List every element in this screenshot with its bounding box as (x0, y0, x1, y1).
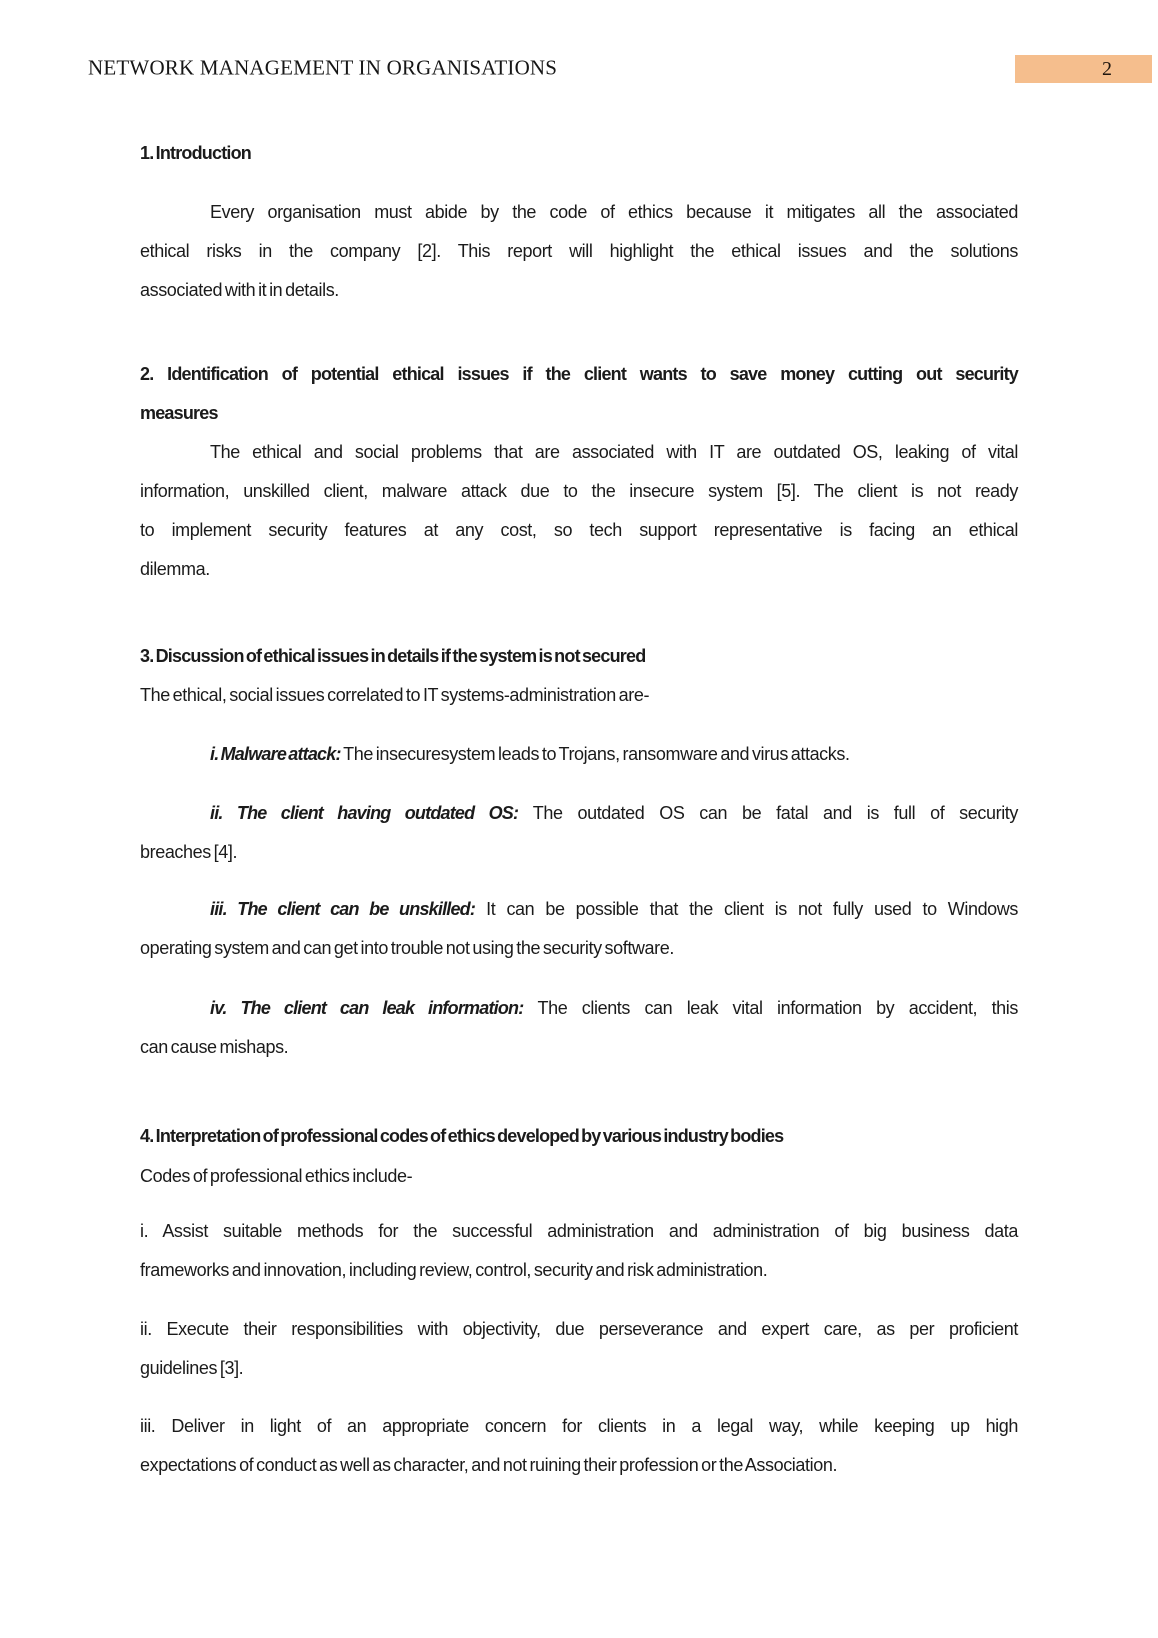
text-line: Every organisation must abide by the code of ethics because it mitigates all the associated (210, 202, 1018, 222)
section-4-heading (140, 1117, 1018, 1156)
running-head-title: NETWORK MANAGEMENT IN ORGANISATIONS (88, 55, 558, 80)
text-line: expectations of conduct as well as character, and not ruining their profession or the Association. (140, 1455, 838, 1475)
code-item-3 (140, 1407, 1018, 1485)
text-line: associated with it in details. (140, 280, 339, 300)
text-line: iv. The client can leak information: The clients can leak vital information by accident, this (210, 998, 1018, 1018)
issue-item-2 (140, 794, 1018, 872)
text-line: The ethical, social issues correlated to IT systems-administration are- (140, 685, 650, 705)
code-item-1 (140, 1212, 1018, 1290)
issue-item-3 (140, 890, 1018, 968)
text-line: Codes of professional ethics include- (140, 1166, 413, 1186)
text-line: guidelines [3]. (140, 1358, 244, 1378)
text-line: to implement security features at any cost, so tech support representative is facing an ethical (140, 520, 1018, 540)
text-line: iii. The client can be unskilled: It can be possible that the client is not fully used to Windows (210, 899, 1018, 919)
text-line: operating system and can get into trouble not using the security software. (140, 938, 674, 958)
heading-line: 3. Discussion of ethical issues in details if the system is not secured (140, 646, 646, 666)
item-label: iv. The client can leak information: (210, 998, 524, 1018)
text-line: The ethical and social problems that are associated with IT are outdated OS, leaking of vital (210, 442, 1018, 462)
section-3-intro (140, 676, 1018, 715)
page-header (0, 55, 1158, 83)
intro-paragraph (140, 193, 1018, 310)
section-3-heading (140, 637, 1018, 676)
text-line: i. Assist suitable methods for the successful administration and administration of big business data (140, 1221, 1018, 1241)
page-number: 2 (1102, 57, 1112, 80)
page-number-box (1015, 55, 1152, 83)
text-line: iii. Deliver in light of an appropriate concern for clients in a legal way, while keeping up high (140, 1416, 1018, 1436)
heading-line: 1. Introduction (140, 143, 251, 163)
section-2-paragraph (140, 433, 1018, 589)
heading-line: 4. Interpretation of professional codes of ethics developed by various industry bodies (140, 1126, 784, 1146)
section-2-heading (140, 355, 1018, 433)
heading-line: measures (140, 403, 218, 423)
issue-item-1 (140, 735, 1018, 774)
text-line: can cause mishaps. (140, 1037, 289, 1057)
text-line: ii. Execute their responsibilities with objectivity, due perseverance and expert care, as per proficient (140, 1319, 1018, 1339)
text-line: ii. The client having outdated OS: The outdated OS can be fatal and is full of security (210, 803, 1018, 823)
item-label: ii. The client having outdated OS: (210, 803, 519, 823)
item-label: iii. The client can be unskilled: (210, 899, 476, 919)
section-4-intro (140, 1157, 1018, 1196)
section-1-heading (140, 134, 1018, 173)
heading-line: 2. Identification of potential ethical issues if the client wants to save money cutting out security (140, 364, 1018, 384)
text-line: ethical risks in the company [2]. This report will highlight the ethical issues and the solutions (140, 241, 1018, 261)
document-body (140, 83, 1018, 1485)
text-line: breaches [4]. (140, 842, 238, 862)
item-label: i. Malware attack: (210, 744, 341, 764)
text-line: information, unskilled client, malware attack due to the insecure system [5]. The client is not ready (140, 481, 1018, 501)
text-line: i. Malware attack: The insecuresystem leads to Trojans, ransomware and virus attacks. (210, 744, 850, 764)
issue-item-4 (140, 989, 1018, 1067)
text-line: dilemma. (140, 559, 210, 579)
code-item-2 (140, 1310, 1018, 1388)
text-line: frameworks and innovation, including review, control, security and risk administration. (140, 1260, 768, 1280)
